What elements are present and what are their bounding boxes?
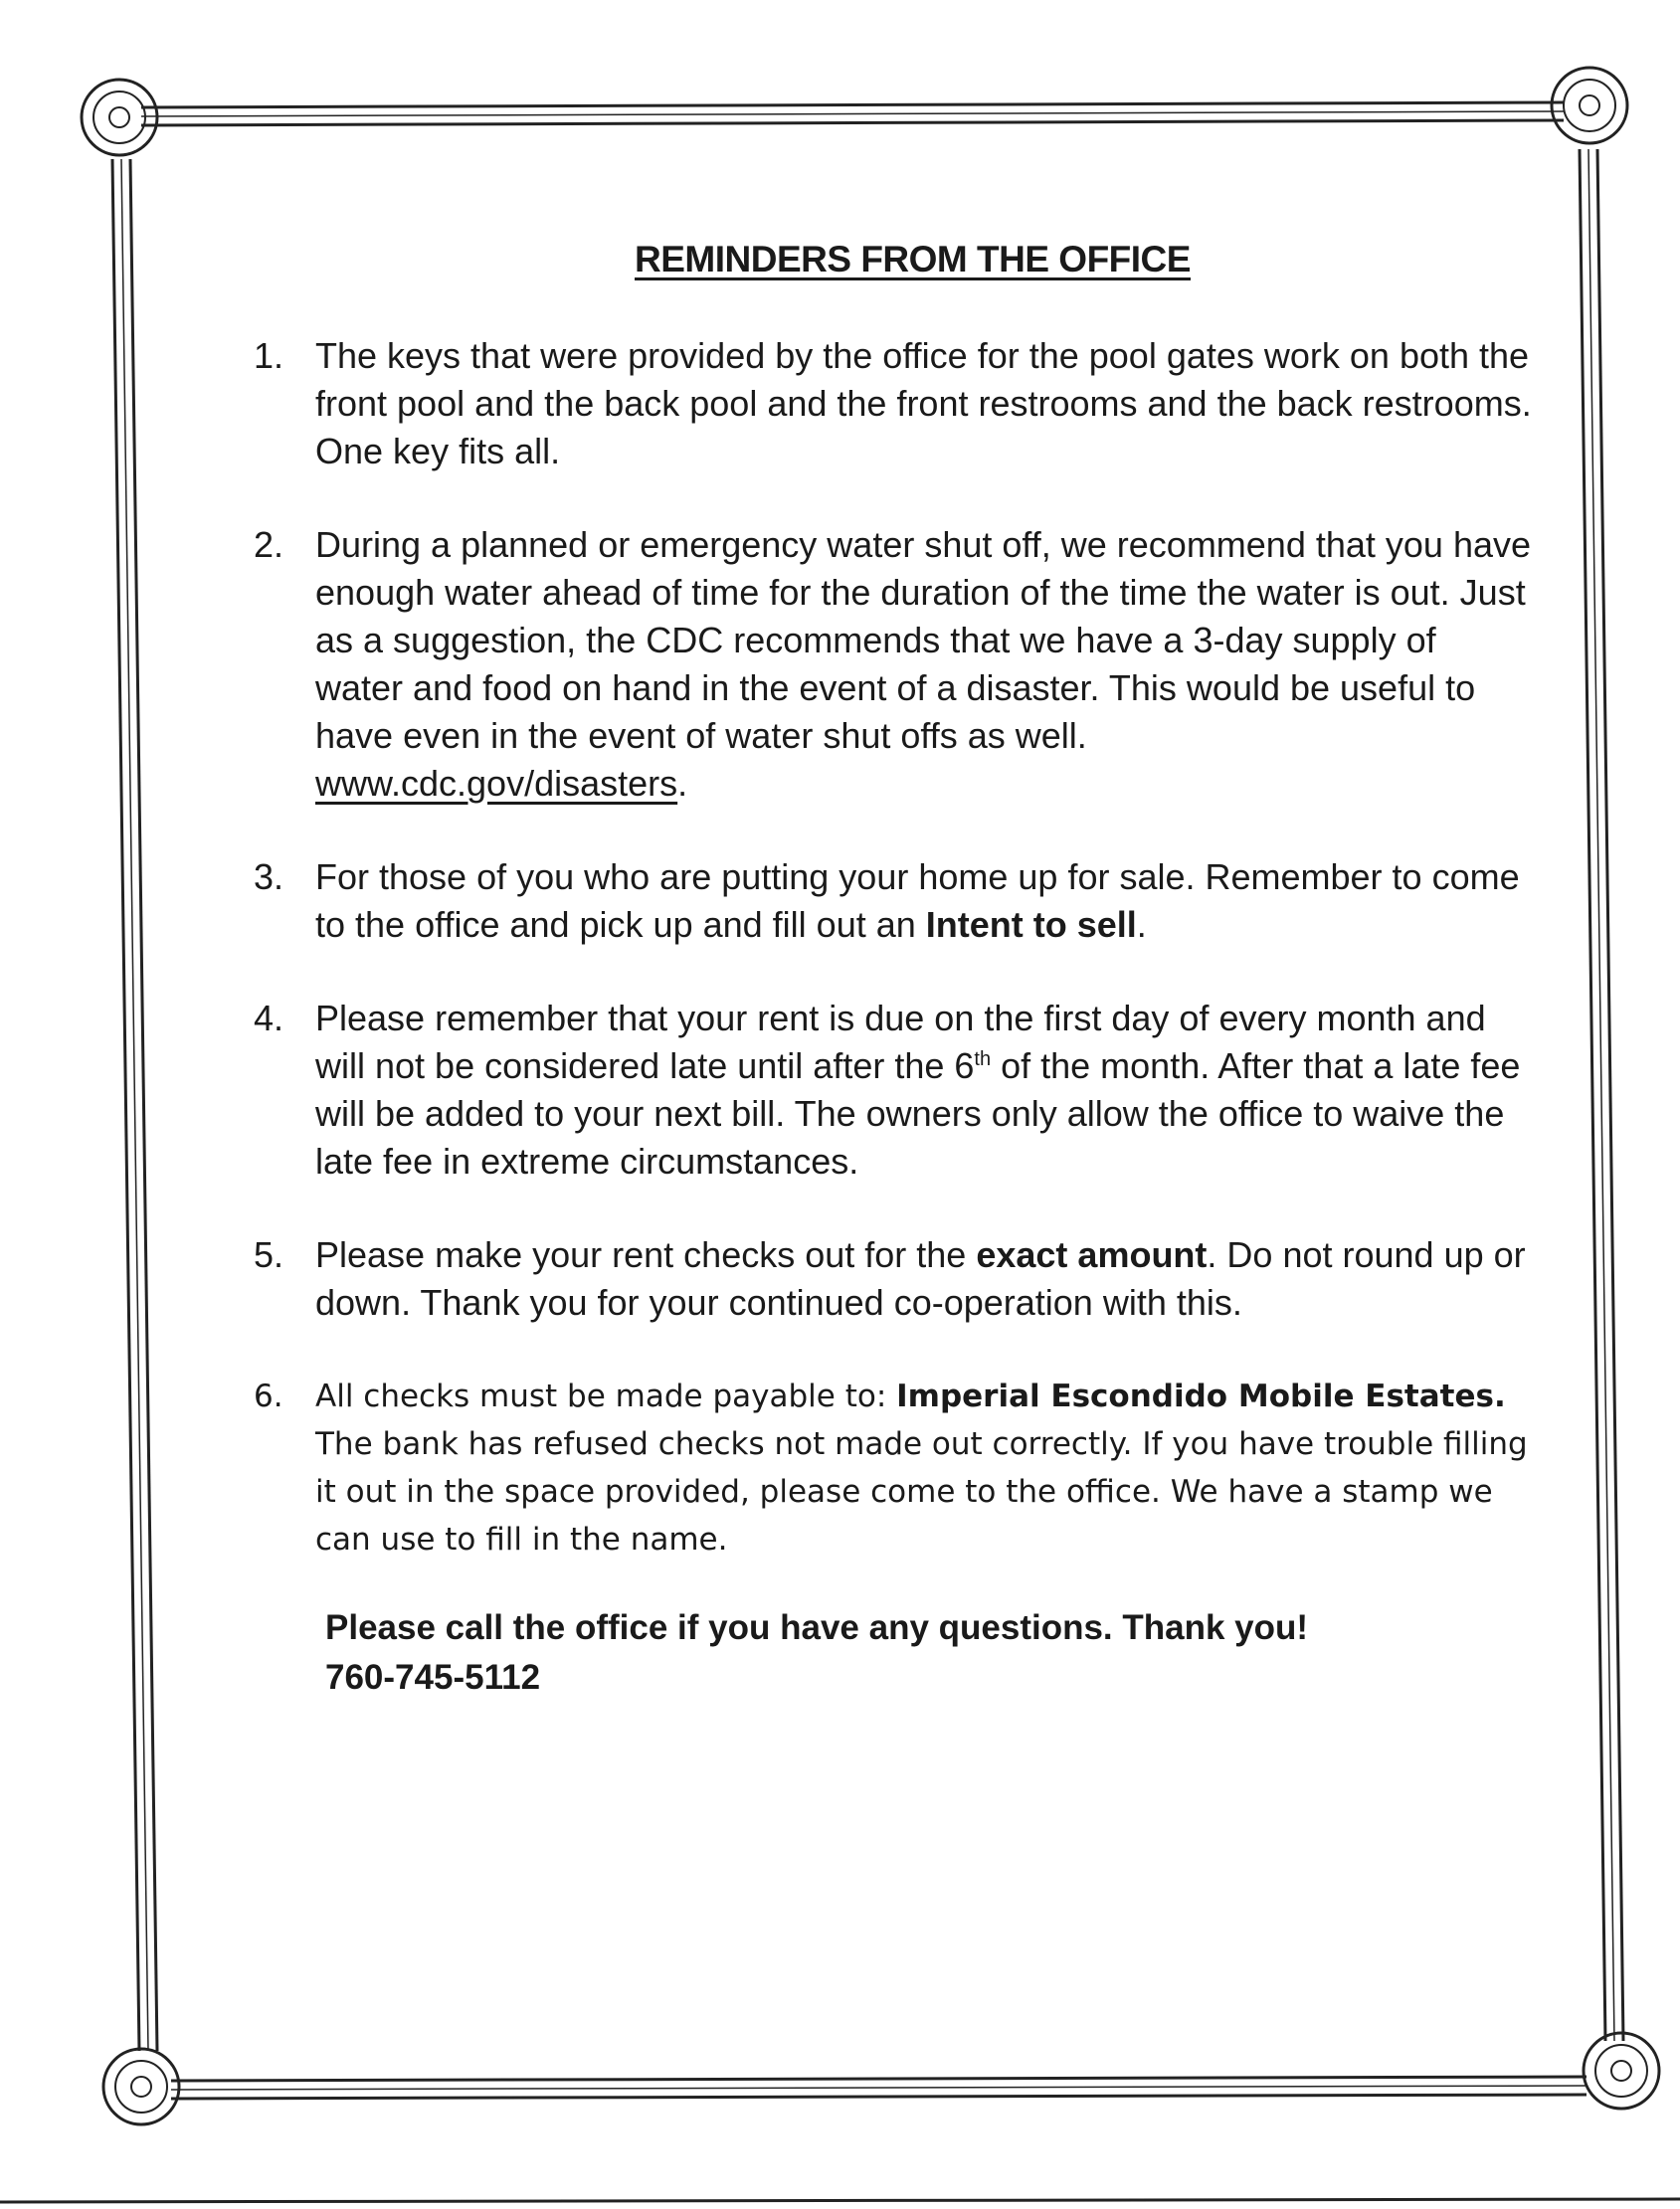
- intent-to-sell-text: Intent to sell: [925, 904, 1137, 945]
- item-number: 1.: [254, 335, 284, 376]
- item-number: 4.: [254, 998, 284, 1038]
- payee-name: Imperial Escondido Mobile Estates.: [896, 1379, 1506, 1414]
- item-number: 3.: [254, 856, 284, 897]
- item-text: Please make your rent checks out for the: [315, 1234, 977, 1275]
- item-number: 2.: [254, 524, 284, 565]
- office-phone[interactable]: 760-745-5112: [325, 1658, 541, 1697]
- closing-note: [325, 1603, 1532, 1703]
- item-text: Please remember that your rent is due on the first day of every month and will not be considered late until after the 6: [315, 998, 1486, 1086]
- item-text: For those of you who are putting your home up for sale. Remember to come to the office and pick up and fill out an: [315, 856, 1520, 945]
- list-item: [254, 521, 1532, 808]
- list-item: [254, 1231, 1532, 1327]
- list-item: [254, 995, 1532, 1186]
- item-text: During a planned or emergency water shut off, we recommend that you have enough water ahead of time for the duration of the time the water is out. Just as a suggestion, the CDC recommends that we have a 3-day supply of water and food on hand in the event of a disaster. This would be useful to have even in the event of water shut offs as well.: [315, 524, 1532, 756]
- page-title: REMINDERS FROM THE OFFICE: [635, 239, 1191, 279]
- list-item: [254, 853, 1532, 949]
- link-suffix: .: [677, 763, 688, 804]
- item-text-after: The bank has refused checks not made out correctly. If you have trouble filling it out in the space provided, please come to the office. We have a stamp we can use to fill in the name.: [315, 1426, 1528, 1558]
- item-text: All checks must be made payable to:: [315, 1379, 897, 1414]
- item-text-after: . Do not round up or down. Thank you for your continued co-operation with this.: [315, 1234, 1526, 1323]
- cdc-link[interactable]: www.cdc.gov/disasters: [315, 763, 678, 804]
- item-number: 5.: [254, 1234, 284, 1275]
- item-number: 6.: [254, 1379, 283, 1414]
- document-body: [254, 239, 1532, 1703]
- ordinal-superscript: th: [974, 1048, 992, 1070]
- exact-amount-text: exact amount: [976, 1234, 1208, 1275]
- item-text: The keys that were provided by the office for the pool gates work on both the front pool and the back pool and the front restrooms and the back restrooms. One key fits all.: [315, 335, 1532, 471]
- closing-line: Please call the office if you have any questions. Thank you!: [325, 1608, 1309, 1647]
- reminders-list: [254, 332, 1532, 1564]
- list-item: [254, 1373, 1532, 1564]
- list-item: [254, 332, 1532, 475]
- item-text-after: of the month. After that a late fee will be added to your next bill. The owners only allow the office to waive the late fee in extreme circumstances.: [315, 1045, 1521, 1182]
- item-suffix: .: [1136, 904, 1147, 945]
